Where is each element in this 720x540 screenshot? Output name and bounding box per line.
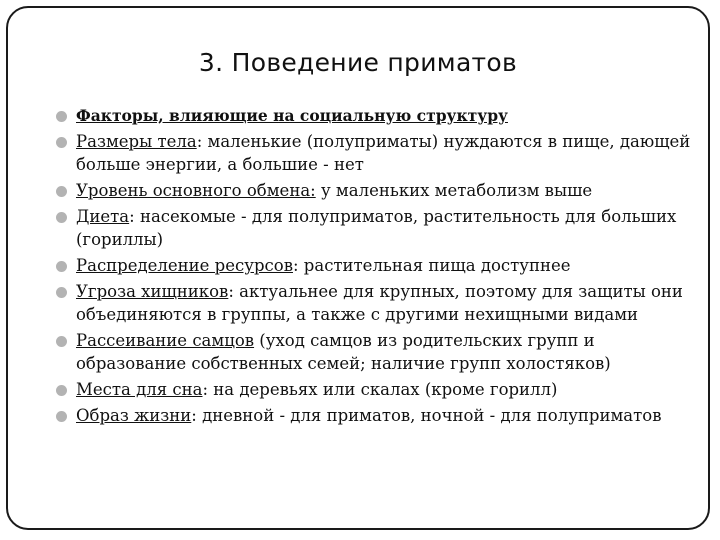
bullet-dot-icon (56, 261, 67, 272)
bullet-text: : растительная пища доступнее (292, 256, 571, 275)
bullet-term: Диета (76, 207, 130, 226)
bullet-term: Места для сна (76, 380, 203, 399)
bullet-item-resources (56, 254, 696, 277)
bullet-text: : маленькие (полуприматы) нуждаются в пище, дающей больше энергии, а большие - нет (76, 132, 691, 174)
bullet-text: (уход самцов из родительских групп и образование собственных семей; наличие групп холостяков) (76, 331, 611, 373)
bullet-dot-icon (56, 336, 67, 347)
bullet-dot-icon (56, 411, 67, 422)
bullet-dot-icon (56, 111, 67, 122)
bullet-dot-icon (56, 385, 67, 396)
slide-frame (6, 6, 710, 530)
bullet-item-sleeping-places (56, 378, 696, 401)
bullet-term: Размеры тела (76, 132, 197, 151)
bullet-text: : актуальнее для крупных, поэтому для защиты они объединяются в группы, а также с другими нехищными видами (76, 282, 683, 324)
bullet-term: Угроза хищников (76, 282, 229, 301)
bullet-item-body-size (56, 130, 696, 176)
bullet-term: Распределение ресурсов (76, 256, 293, 275)
bullet-dot-icon (56, 137, 67, 148)
bullet-text: : на деревьях или скалах (кроме горилл) (202, 380, 558, 399)
bullet-item-metabolism (56, 179, 696, 202)
bullet-term: Образ жизни (76, 406, 192, 425)
bullet-text: у маленьких метаболизм выше (315, 181, 593, 200)
bullet-item-male-dispersal (56, 329, 696, 375)
bullet-dot-icon (56, 287, 67, 298)
bullet-item-lifestyle (56, 404, 696, 427)
bullet-list (56, 104, 696, 430)
bullet-term: Рассеивание самцов (76, 331, 255, 350)
bullet-dot-icon (56, 186, 67, 197)
bullet-term: Факторы, влияющие на социальную структуру (76, 106, 508, 125)
bullet-item-diet (56, 205, 696, 251)
bullet-text: : дневной - для приматов, ночной - для полуприматов (191, 406, 662, 425)
bullet-text: : насекомые - для полуприматов, растительность для больших (гориллы) (76, 207, 677, 249)
bullet-term: Уровень основного обмена: (76, 181, 316, 200)
bullet-item-factors (56, 104, 696, 127)
bullet-dot-icon (56, 212, 67, 223)
slide-title: 3. Поведение приматов (198, 48, 518, 77)
bullet-item-predators (56, 280, 696, 326)
